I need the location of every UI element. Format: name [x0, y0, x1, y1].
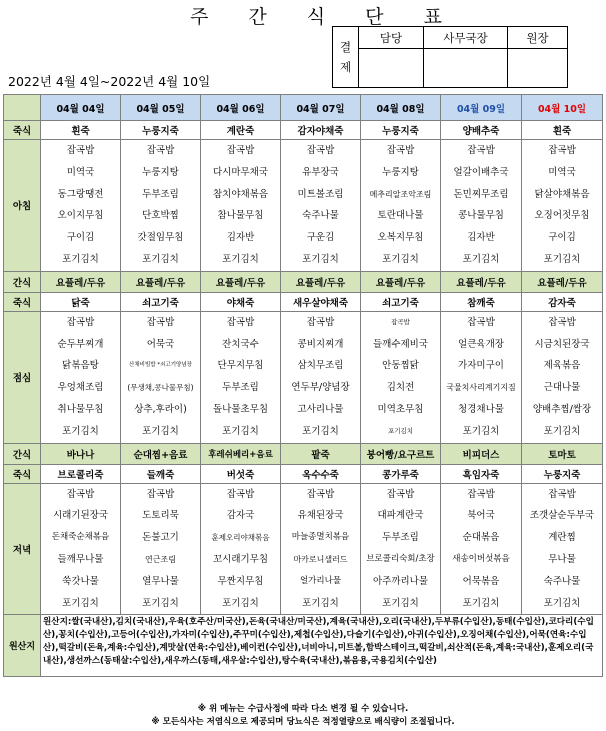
row-lunch [4, 311, 603, 443]
day-header: 04월 05일 [121, 95, 201, 121]
menu-cell: 브로콜리죽 [41, 464, 121, 483]
menu-cell: 흰죽 [522, 121, 603, 140]
row-label: 저녁 [4, 483, 41, 615]
menu-cell: 잡곡밥 얼갈이배추국 돈민찌무조림 콩나물무침 김자반 포기김치 [441, 140, 522, 272]
row-breakfast [4, 140, 603, 272]
menu-cell: 잡곡밥 누룽지탕 메추리알조악조림 토란대나물 오복지무침 포기김치 [361, 140, 441, 272]
page-title: 주 간 식 단 표 [190, 6, 459, 28]
menu-cell: 잡곡밥 들깨수제비국 안동찜닭 김치전 미역초무침 포기김치 [361, 311, 441, 443]
row-label: 간식 [4, 271, 41, 292]
approval-sign-director[interactable] [508, 49, 568, 88]
menu-cell: 잡곡밥 유채된장국 마늘종멸치볶음 마카로니샐러드 얼가리나물 포기김치 [281, 483, 361, 615]
menu-cell: 잡곡밥 북어국 순대볶음 새송이버섯볶음 어묵볶음 포기김치 [441, 483, 522, 615]
menu-cell: 후레쉬베리+음료 [201, 443, 281, 464]
menu-cell: 잡곡밥 조갯살순두부국 계란찜 무나물 숙주나물 포기김치 [522, 483, 603, 615]
menu-cell: 버섯죽 [201, 464, 281, 483]
menu-cell: 요플레/두유 [121, 271, 201, 292]
menu-cell: 순대찜+음료 [121, 443, 201, 464]
row-dinner [4, 483, 603, 615]
row-snack-morning [4, 271, 603, 292]
row-label: 간식 [4, 443, 41, 464]
menu-cell: 잡곡밥 유부장국 미트볼조림 숙주나물 구운김 포기김치 [281, 140, 361, 272]
day-header: 04월 04일 [41, 95, 121, 121]
day-header-sunday: 04월 10일 [522, 95, 603, 121]
menu-cell: 요플레/두유 [41, 271, 121, 292]
row-porridge-morning [4, 121, 603, 140]
day-header: 04월 08일 [361, 95, 441, 121]
menu-cell: 잡곡밥 순두부찌개 닭볶음탕 우엉채조림 취나물무침 포기김치 [41, 311, 121, 443]
row-label: 아침 [4, 140, 41, 272]
menu-cell: 비피더스 [441, 443, 522, 464]
origin-info: 원산지:쌀(국내산),김치(국내산),우육(호주산/미국산),돈육(국내산/미국산),계육(국내산),오리(국내산),두부류(수입산),동태(수입산),코다리(수입산),꽁치(수입산),고등어(수입산),가자미(수입산),주꾸미(수입산),제첩(수입산),다슬기(수입산),아귀(수입산),오징어채(수입산),어묵(연육:수입산),떡갈비(돈육,계육:수입산),계맛살(연육:수입산),베이컨(수입산),너비아니,미트볼,함박스테이크,떡갈비,쇠산적(돈육,계육:국내산),훈제오리(국내산),생선까스(동태살:수입산),새우까스(동태,새우살:수입산),탕수육(국내산),볶음용,국용김치(수입산) [41, 615, 603, 677]
menu-cell: 팥죽 [281, 443, 361, 464]
day-header: 04월 07일 [281, 95, 361, 121]
menu-cell: 감자야채죽 [281, 121, 361, 140]
menu-cell: 잡곡밥 누룽지탕 두부조림 단호박찜 갓절임무침 포기김치 [121, 140, 201, 272]
menu-cell: 누룽지죽 [522, 464, 603, 483]
approval-col-staff: 담당 [359, 27, 424, 49]
approval-col-director: 원장 [508, 27, 568, 49]
menu-cell: 양배추죽 [441, 121, 522, 140]
row-origin [4, 615, 603, 677]
approval-sign-staff[interactable] [359, 49, 424, 88]
menu-cell: 잡곡밥 도토리묵 돈불고기 연근조림 열무나물 포기김치 [121, 483, 201, 615]
note-low-salt: ※ 모든식사는 저염식으로 제공되며 당뇨식은 적정열량으로 배식량이 조절됩니다. [151, 717, 455, 727]
menu-cell: 흑임자죽 [441, 464, 522, 483]
date-header-row [4, 95, 603, 121]
corner-cell [4, 95, 41, 121]
menu-cell: 참깨죽 [441, 292, 522, 311]
menu-cell: 잡곡밥 얼큰육개장 가자미구이 국물치사리계기지짐 청경채나물 포기김치 [441, 311, 522, 443]
menu-cell: 토마토 [522, 443, 603, 464]
menu-cell: 요플레/두유 [441, 271, 522, 292]
menu-cell: 잡곡밥 어묵국 산채비빔밥 *쇠고기양념장 (무생채,콩나물무침) 상추,후라이) 포기김치 [121, 311, 201, 443]
approval-box [332, 26, 568, 88]
menu-cell: 잡곡밥 시금치된장국 제육볶음 근대나물 양배추찜/쌈장 포기김치 [522, 311, 603, 443]
menu-cell: 잡곡밥 시래기된장국 돈채죽순채볶음 들깨무나물 쑥갓나물 포기김치 [41, 483, 121, 615]
menu-cell: 잡곡밥 미역국 동그랑땡전 오이지무침 구이김 포기김치 [41, 140, 121, 272]
menu-cell: 요플레/두유 [361, 271, 441, 292]
row-snack-afternoon [4, 443, 603, 464]
menu-cell: 요플레/두유 [522, 271, 603, 292]
menu-cell: 콩가루죽 [361, 464, 441, 483]
menu-cell: 감자죽 [522, 292, 603, 311]
weekly-menu-table [3, 94, 603, 677]
menu-cell: 누룽지죽 [121, 121, 201, 140]
menu-period: 2022년 4월 4일~2022년 4월 10일 [8, 74, 211, 89]
menu-cell: 잡곡밥 대파계란국 두부조림 브로콜리숙회/초장 아주까리나물 포기김치 [361, 483, 441, 615]
menu-cell: 옥수수죽 [281, 464, 361, 483]
row-porridge-noon [4, 292, 603, 311]
row-label: 원산지 [4, 615, 41, 677]
menu-cell: 잡곡밥 콩비지찌개 삼치무조림 연두부/양념장 고사리나물 포기김치 [281, 311, 361, 443]
menu-cell: 붕어빵/요구르트 [361, 443, 441, 464]
menu-cell: 잡곡밥 감자국 훈제오리야채볶음 꼬시래기무침 무짠지무침 포기김치 [201, 483, 281, 615]
menu-cell: 들깨죽 [121, 464, 201, 483]
day-header-saturday: 04월 09일 [441, 95, 522, 121]
note-menu-change: ※ 위 메뉴는 수급사정에 따라 다소 변경 될 수 있습니다. [197, 704, 409, 714]
menu-cell: 새우살야채죽 [281, 292, 361, 311]
menu-cell: 쇠고기죽 [121, 292, 201, 311]
menu-cell: 닭죽 [41, 292, 121, 311]
menu-cell: 야채죽 [201, 292, 281, 311]
day-header: 04월 06일 [201, 95, 281, 121]
menu-cell: 흰죽 [41, 121, 121, 140]
menu-cell: 계란죽 [201, 121, 281, 140]
approval-sign-manager[interactable] [424, 49, 508, 88]
menu-cell: 잡곡밥 잔치국수 단무지무침 두부조림 돌나물초무침 포기김치 [201, 311, 281, 443]
menu-cell: 바나나 [41, 443, 121, 464]
menu-cell: 잡곡밥 미역국 닭살야채볶음 오징어젓무침 구이김 포기김치 [522, 140, 603, 272]
row-label: 죽식 [4, 292, 41, 311]
approval-col-manager: 사무국장 [424, 27, 508, 49]
row-porridge-evening [4, 464, 603, 483]
row-label: 죽식 [4, 121, 41, 140]
menu-cell: 요플레/두유 [281, 271, 361, 292]
menu-cell: 누룽지죽 [361, 121, 441, 140]
approval-label: 결 제 [333, 27, 359, 88]
row-label: 점심 [4, 311, 41, 443]
menu-cell: 요플레/두유 [201, 271, 281, 292]
row-label: 죽식 [4, 464, 41, 483]
menu-cell: 쇠고기죽 [361, 292, 441, 311]
menu-cell: 잡곡밥 다시마무채국 참치야채볶음 참나물무침 김자반 포기김치 [201, 140, 281, 272]
